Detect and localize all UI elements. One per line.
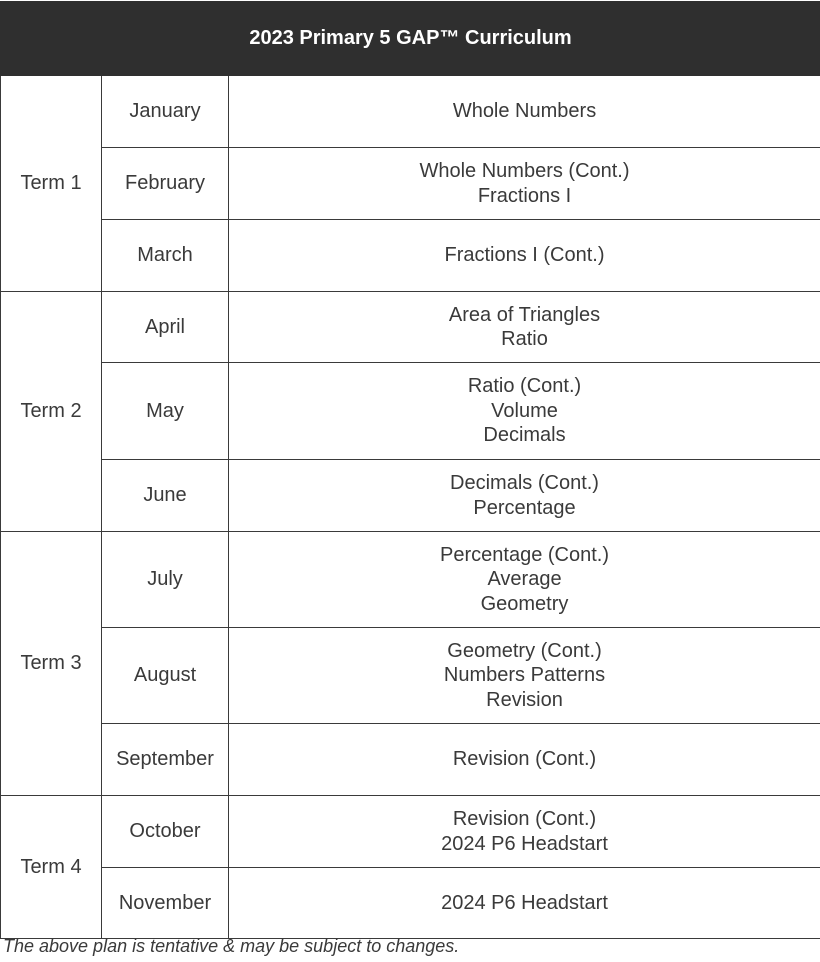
topics-cell <box>229 76 820 148</box>
topic-line: Geometry (Cont.) <box>447 639 602 662</box>
topic-line: Whole Numbers (Cont.) <box>419 160 630 182</box>
topics-cell <box>229 460 820 532</box>
topics-cell <box>229 292 820 363</box>
term-cell: Term 4 <box>1 796 102 939</box>
topic-line: Geometry <box>480 592 569 615</box>
term-cell: Term 2 <box>1 292 102 532</box>
topic-line: Percentage <box>473 496 576 519</box>
table-row <box>1 148 820 220</box>
table-row <box>1 292 820 363</box>
topics-cell <box>229 148 820 220</box>
topic-line: Revision (Cont.) <box>452 808 597 830</box>
table-row <box>1 460 820 532</box>
topic-line: Decimals (Cont.) <box>450 472 599 494</box>
table-row <box>1 868 820 939</box>
topic-line: Ratio (Cont.) <box>467 375 582 398</box>
curriculum-table <box>0 1 820 939</box>
curriculum-body <box>1 76 820 939</box>
table-row <box>1 363 820 460</box>
table-row <box>1 724 820 796</box>
topics-cell <box>229 796 820 868</box>
month-cell: June <box>102 460 229 532</box>
month-cell: September <box>102 724 229 796</box>
month-cell: March <box>102 220 229 292</box>
topics-cell <box>229 868 820 939</box>
topic-line: Numbers Patterns <box>443 664 606 687</box>
topic-line: 2024 P6 Headstart <box>441 832 608 855</box>
topics-cell <box>229 628 820 724</box>
table-title: 2023 Primary 5 GAP™ Curriculum <box>1 2 820 76</box>
topic-line: Fractions I <box>477 184 572 207</box>
topic-line: Area of Triangles <box>448 303 601 326</box>
topics-cell <box>229 532 820 628</box>
table-row <box>1 796 820 868</box>
topics-cell <box>229 363 820 460</box>
table-row <box>1 628 820 724</box>
month-cell: October <box>102 796 229 868</box>
topic-line: Revision <box>486 688 563 711</box>
term-cell: Term 1 <box>1 76 102 292</box>
month-cell: January <box>102 76 229 148</box>
table-row <box>1 532 820 628</box>
topic-line: Volume <box>491 399 558 422</box>
month-cell: April <box>102 292 229 363</box>
topic-line: 2024 P6 Headstart <box>441 891 608 914</box>
month-cell: May <box>102 363 229 460</box>
topics-cell <box>229 724 820 796</box>
month-cell: February <box>102 148 229 220</box>
table-row <box>1 220 820 292</box>
title-row <box>1 2 820 76</box>
month-cell: November <box>102 868 229 939</box>
topic-line: Decimals <box>483 424 566 447</box>
topics-cell <box>229 220 820 292</box>
month-cell: July <box>102 532 229 628</box>
topic-line: Revision (Cont.) <box>452 748 597 771</box>
topic-line: Average <box>487 568 562 591</box>
table-row <box>1 76 820 148</box>
month-cell: August <box>102 628 229 724</box>
topic-line: Percentage (Cont.) <box>440 543 609 566</box>
footnote: The above plan is tentative & may be subject to changes. <box>3 936 460 956</box>
topic-line: Whole Numbers <box>452 100 597 123</box>
topic-line: Ratio <box>501 328 548 350</box>
term-cell: Term 3 <box>1 532 102 796</box>
topic-line: Fractions I (Cont.) <box>444 244 605 267</box>
